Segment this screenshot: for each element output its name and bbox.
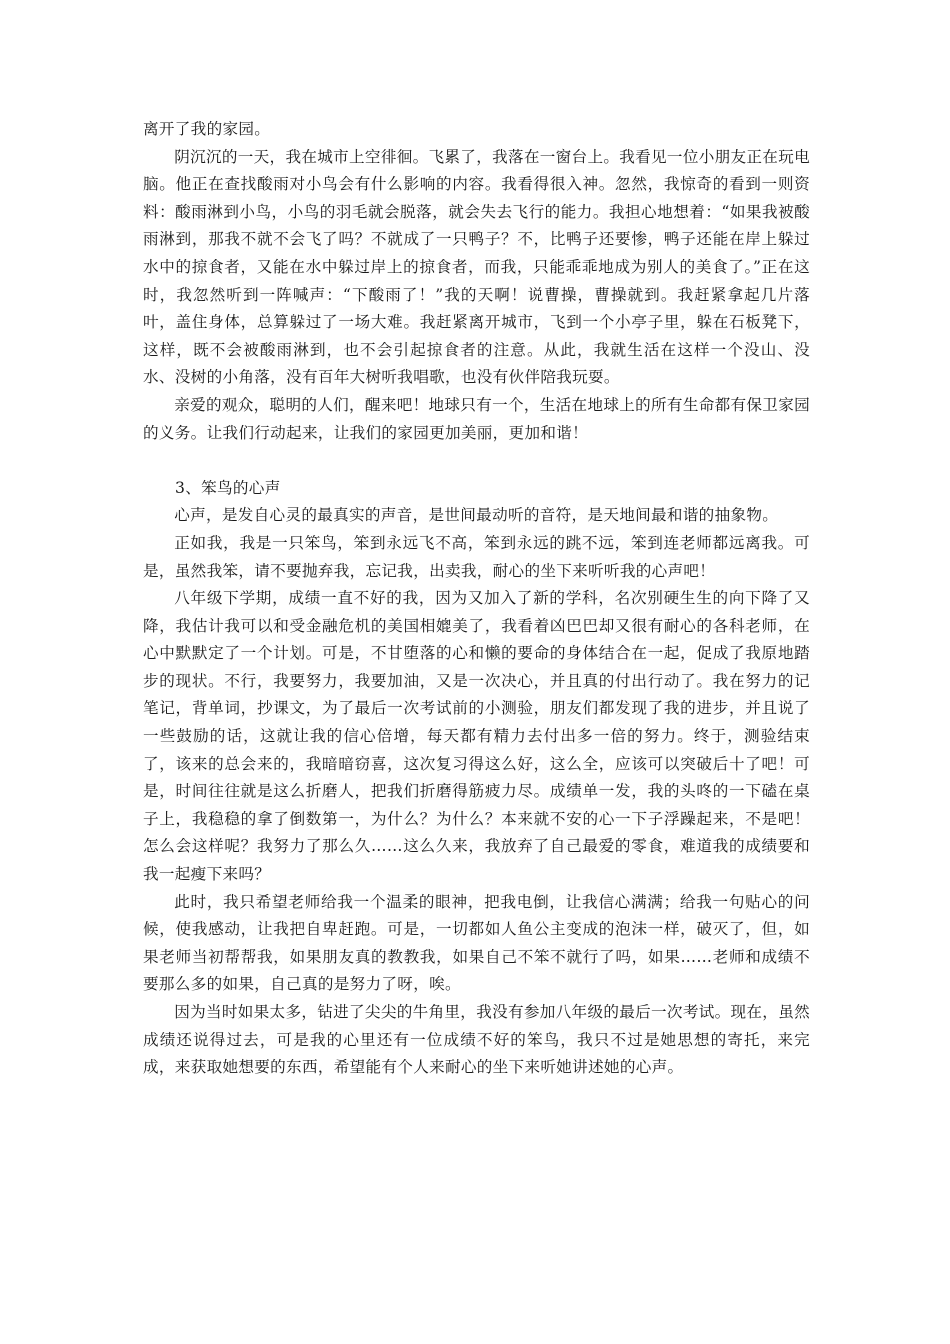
section-title: 3、笨鸟的心声 (175, 478, 281, 497)
paragraph-appeal: 亲爱的观众，聪明的人们，醒来吧！地球只有一个，生活在地球上的所有生命都有保卫家园的义务。让我们行动起来，让我们的家园更加美丽，更加和谐！ (143, 395, 810, 442)
paragraph-definition: 心声，是发自心灵的最真实的声音，是世间最动听的音符，是天地间最和谐的抽象物。 (174, 506, 779, 525)
document-page (143, 116, 810, 1082)
paragraph-wish: 此时，我只希望老师给我一个温柔的眼神，把我电倒，让我信心满满；给我一句贴心的问候，使我感动，让我把自卑赶跑。可是，一切都如人鱼公主变成的泡沫一样，破灭了，但，如果老师当初帮帮我，如果朋友真的教教我，如果自己不笨不就行了吗，如果……老师和成绩不要那么多的如果，自己真的是努力了呀，唉。 (143, 892, 810, 994)
paragraph-study-story: 八年级下学期，成绩一直不好的我，因为又加入了新的学科，名次别硬生生的向下降了又降，我估计我可以和受金融危机的美国相媲美了，我看着凶巴巴却又很有耐心的各科老师，在心中默默定了一个计划。可是，不甘堕落的心和懒的要命的身体结合在一起，促成了我原地踏步的现状。不行，我要努力，我要加油，又是一次决心，并且真的付出行动了。我在努力的记笔记，背单词，抄课文，为了最后一次考试前的小测验，朋友们都发现了我的进步，并且说了一些鼓励的话，这就让我的信心倍增，每天都有精力去付出多一倍的努力。终于，测验结束了，该来的总会来的，我暗暗窃喜，这次复习得这么好，这么全，应该可以突破后十了吧！可是，时间往往就是这么折磨人，把我们折磨得筋疲力尽。成绩单一发，我的头咚的一下磕在桌子上，我稳稳的拿了倒数第一，为什么？为什么？本来就不安的心一下子浮躁起来，不是吧！怎么会这样呢？我努力了那么久……这么久来，我放弃了自己最爱的零食，难道我的成绩要和我一起瘦下来吗？ (143, 589, 810, 884)
paragraph-acid-rain-story: 阴沉沉的一天，我在城市上空徘徊。飞累了，我落在一窗台上。我看见一位小朋友正在玩电脑。他正在查找酸雨对小鸟会有什么影响的内容。我看得很入神。忽然，我惊奇的看到一则资料：酸雨淋到小鸟，小鸟的羽毛就会脱落，就会失去飞行的能力。我担心地想着：“如果我被酸雨淋到，那我不就不会飞了吗？不就成了一只鸭子？不，比鸭子还要惨，鸭子还能在岸上躲过水中的掠食者，又能在水中躲过岸上的掠食者，而我，只能乖乖地成为别人的美食了。”正在这时，我忽然听到一阵喊声：“下酸雨了！”我的天啊！说曹操，曹操就到。我赶紧拿起几片落叶，盖住身体，总算躲过了一场大难。我赶紧离开城市，飞到一个小亭子里，躲在石板凳下，这样，既不会被酸雨淋到，也不会引起掠食者的注意。从此，我就生活在这样一个没山、没水、没树的小角落，没有百年大树听我唱歌，也没有伙伴陪我玩耍。 (143, 147, 810, 387)
paragraph-introduction: 正如我，我是一只笨鸟，笨到永远飞不高，笨到永远的跳不远，笨到连老师都远离我。可是，虽然我笨，请不要抛弃我，忘记我，出卖我，耐心的坐下来听听我的心声吧！ (143, 533, 810, 580)
paragraph-continuation: 离开了我的家园。 (143, 120, 271, 138)
paragraph-conclusion: 因为当时如果太多，钻进了尖尖的牛角里，我没有参加八年级的最后一次考试。现在，虽然成绩还说得过去，可是我的心里还有一位成绩不好的笨鸟，我只不过是她思想的寄托，来完成，来获取她想要的东西，希望能有个人来耐心的坐下来听她讲述她的心声。 (143, 1003, 810, 1077)
